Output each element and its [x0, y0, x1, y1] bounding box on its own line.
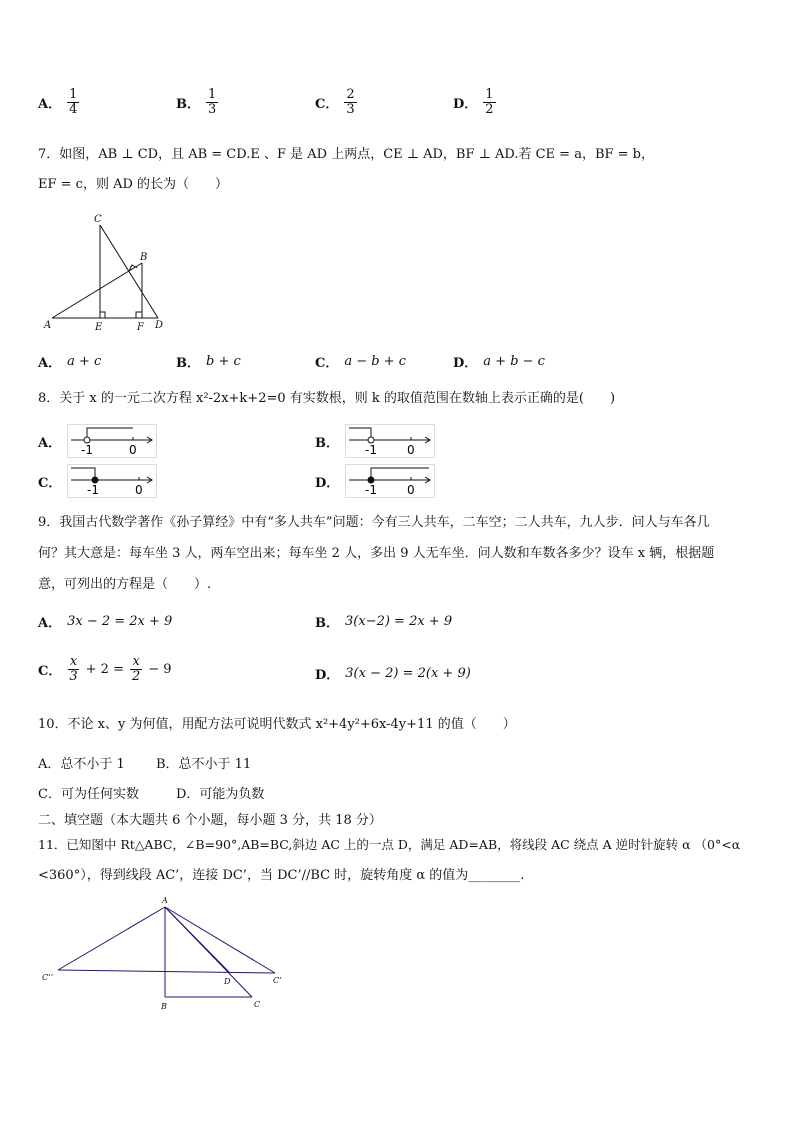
- q7-option-b: [176, 352, 241, 371]
- option-text: 3(x − 2) = 2(x + 9): [345, 666, 471, 681]
- label-a: A: [44, 320, 52, 331]
- label-f: F: [137, 322, 144, 333]
- q7-option-c: [315, 352, 406, 371]
- number-line-b: [345, 424, 435, 458]
- line-ac2: [58, 907, 165, 970]
- q11-stem-line2: <360°），得到线段 AC’，连接 DC’，当 DC’//BC 时，旋转角度 α 的值为________.: [38, 868, 525, 883]
- q11-stem-line1: 11．已知图中 Rt△ABC，∠B=90°,AB=BC,斜边 AC 上的一点 D，满足 AD=AB，将线段 AC 绕点 A 逆时针旋转 α （0°<α: [38, 837, 741, 852]
- option-label: B．: [176, 356, 200, 371]
- q9-stem-line2: 何？其大意是：每车坐 3 人，两车空出来；每车坐 2 人，多出 9 人无车坐．问人数和车数各多少？设车 x 辆，根据题: [38, 546, 715, 561]
- q8-stem: 8．关于 x 的一元二次方程 x²-2x+k+2=0 有实数根，则 k 的取值范围在数轴上表示正确的是( ): [38, 391, 616, 406]
- q10-stem: 10．不论 x、y 为何值，用配方法可说明代数式 x²+4y²+6x-4y+11 的值（ ）: [38, 717, 516, 732]
- tick-minus-one: -1: [365, 483, 378, 497]
- label-b: B: [140, 252, 148, 263]
- label-d: D: [224, 977, 231, 986]
- number-line-d: [345, 464, 435, 498]
- q7-option-d: [453, 352, 545, 371]
- option-label: C．: [38, 475, 62, 491]
- fraction: $\frac{1}{4}$: [69, 87, 78, 117]
- tick-zero: 0: [129, 443, 137, 457]
- right-angle-e: [100, 312, 105, 318]
- option-label: A．: [38, 97, 62, 112]
- fraction: $\frac{1}{3}$: [208, 87, 217, 117]
- label-c-prime: C’: [273, 976, 282, 985]
- q7-option-a: [38, 352, 101, 371]
- option-text: 3x − 2 = 2x + 9: [67, 614, 173, 629]
- label-b: B: [161, 1002, 167, 1011]
- option-label: C．: [315, 97, 339, 112]
- q6-option-c: [315, 88, 357, 117]
- q10-option-a: A．总不小于 1: [38, 757, 125, 772]
- fraction: $\frac{x}{2}$: [131, 654, 141, 684]
- right-angle-f: [136, 312, 142, 318]
- q7-stem-line1: 7．如图，AB ⊥ CD，且 AB = CD.E 、F 是 AD 上两点，CE ⊥ AD，BF ⊥ AD.若 CE = a，BF = b，: [38, 147, 655, 162]
- q10-option-c: C．可为任何实数: [38, 787, 139, 802]
- tick-zero: 0: [407, 483, 415, 497]
- q6-option-d: [453, 88, 496, 117]
- option-label: D．: [453, 356, 478, 371]
- option-text: a − b + c: [344, 354, 407, 369]
- tick-minus-one: -1: [365, 443, 377, 457]
- option-text-tail: − 9: [148, 662, 172, 677]
- label-a: A: [162, 896, 168, 905]
- label-d: D: [155, 320, 164, 331]
- option-text: a + b − c: [483, 354, 545, 369]
- fraction: $\frac{2}{3}$: [346, 87, 355, 117]
- q8-option-d: [315, 464, 435, 498]
- line-c2c1: [58, 970, 275, 973]
- option-label: B．: [176, 97, 200, 112]
- tick-zero: 0: [407, 443, 415, 457]
- q9-option-c: [38, 655, 172, 684]
- option-label: C．: [38, 664, 62, 679]
- option-label: D．: [315, 668, 340, 683]
- option-label: D．: [315, 475, 340, 491]
- label-c: C: [254, 1000, 261, 1009]
- q9-stem-line1: 9．我国古代数学著作《孙子算经》中有“多人共车”问题：今有三人共车，二车空；二人共车，九人步．问人与车各几: [38, 515, 710, 530]
- number-line-c: [67, 464, 157, 498]
- q10-option-b: B．总不小于 11: [156, 757, 252, 772]
- tick-minus-one: -1: [81, 443, 94, 457]
- q9-option-a: [38, 612, 172, 631]
- q6-option-a: [38, 88, 79, 117]
- option-label: A．: [38, 356, 62, 371]
- q10-option-d: D．可能为负数: [176, 787, 265, 802]
- q9-option-d: [315, 664, 471, 683]
- option-label: D．: [453, 97, 478, 112]
- option-text: b + c: [206, 354, 241, 369]
- number-line-a: [67, 424, 157, 458]
- option-text-mid: + 2 =: [85, 662, 124, 677]
- fraction: $\frac{1}{2}$: [485, 87, 494, 117]
- q7-figure: [40, 210, 180, 335]
- option-label: A．: [38, 616, 62, 631]
- option-label: B．: [315, 616, 339, 631]
- q11-figure: [30, 893, 300, 1018]
- q6-option-b: [176, 88, 218, 117]
- option-label: A．: [38, 435, 62, 451]
- q8-option-c: [38, 464, 157, 498]
- label-c-double-prime: C’’: [42, 973, 54, 982]
- label-c: C: [94, 214, 102, 225]
- tick-zero: 0: [135, 483, 143, 497]
- q9-stem-line3: 意，可列出的方程是（ ）.: [38, 577, 212, 592]
- fraction: $\frac{x}{3}$: [69, 654, 78, 684]
- label-e: E: [95, 322, 103, 333]
- option-text: 3(x−2) = 2x + 9: [345, 614, 453, 629]
- line-ab: [52, 263, 142, 318]
- q8-option-b: [315, 424, 435, 458]
- section-heading: 二、填空题（本大题共 6 个小题，每小题 3 分，共 18 分）: [38, 813, 382, 828]
- tick-minus-one: -1: [87, 483, 100, 497]
- option-text: a + c: [67, 354, 102, 369]
- q9-option-b: [315, 612, 452, 631]
- q8-option-a: [38, 424, 157, 458]
- option-label: C．: [315, 356, 339, 371]
- q7-stem-line2: EF = c，则 AD 的长为（ ）: [38, 177, 229, 192]
- option-label: B．: [315, 435, 339, 451]
